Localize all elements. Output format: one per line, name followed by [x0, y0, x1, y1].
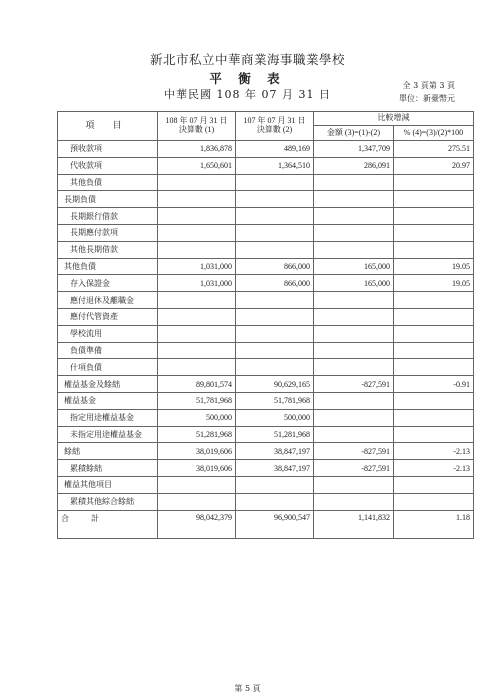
table-body [58, 141, 474, 511]
table-row [58, 376, 474, 393]
row-value-2 [236, 224, 314, 241]
row-value-1 [158, 493, 236, 510]
row-label: 負債準備 [58, 342, 158, 359]
table-row [58, 359, 474, 376]
row-value-1 [158, 208, 236, 225]
row-value-4 [394, 174, 474, 191]
page-number: 第 5 頁 [234, 684, 261, 693]
table-row [58, 460, 474, 477]
row-value-3 [314, 325, 394, 342]
table-row [58, 141, 474, 158]
row-value-2: 1,364,510 [236, 157, 314, 174]
row-value-3: -827,591 [314, 460, 394, 477]
balance-sheet-table [57, 111, 474, 539]
table-row [58, 241, 474, 258]
row-value-2 [236, 174, 314, 191]
row-value-3 [314, 292, 394, 309]
row-value-3: 165,000 [314, 258, 394, 275]
total-value-4: 1.18 [394, 510, 474, 538]
row-label: 長期負債 [58, 191, 158, 208]
total-label: 合 計 [58, 510, 158, 538]
row-value-3 [314, 191, 394, 208]
table-row [58, 392, 474, 409]
table-row [58, 191, 474, 208]
row-value-3 [314, 493, 394, 510]
row-value-4 [394, 426, 474, 443]
row-value-1: 1,836,878 [158, 141, 236, 158]
row-value-4 [394, 493, 474, 510]
table-header [58, 112, 474, 141]
row-value-3 [314, 308, 394, 325]
row-value-4: 20.97 [394, 157, 474, 174]
row-label: 權益基金及餘絀 [58, 376, 158, 393]
table-row [58, 224, 474, 241]
row-value-3 [314, 224, 394, 241]
total-value-3: 1,141,832 [314, 510, 394, 538]
row-value-2 [236, 241, 314, 258]
table-row [58, 443, 474, 460]
row-value-2: 500,000 [236, 409, 314, 426]
row-label: 存入保證金 [58, 275, 158, 292]
row-label: 長期銀行借款 [58, 208, 158, 225]
row-value-3: -827,591 [314, 443, 394, 460]
header-col1 [158, 112, 236, 141]
row-label: 什項負債 [58, 359, 158, 376]
total-value-1: 98,042,379 [158, 510, 236, 538]
row-value-1: 89,801,574 [158, 376, 236, 393]
row-value-2 [236, 342, 314, 359]
table-row [58, 342, 474, 359]
row-label: 其他負債 [58, 174, 158, 191]
row-value-2: 51,281,968 [236, 426, 314, 443]
row-value-1 [158, 308, 236, 325]
row-label: 代收款項 [58, 157, 158, 174]
row-value-1 [158, 241, 236, 258]
row-label: 權益基金 [58, 392, 158, 409]
row-value-1 [158, 292, 236, 309]
row-value-1: 1,031,000 [158, 258, 236, 275]
row-value-1 [158, 325, 236, 342]
row-value-2 [236, 476, 314, 493]
row-value-3 [314, 426, 394, 443]
row-value-4 [394, 325, 474, 342]
page-info: 全 3 頁第 3 頁 [402, 81, 455, 90]
row-value-4: 19.05 [394, 275, 474, 292]
row-value-2 [236, 359, 314, 376]
row-value-4 [394, 208, 474, 225]
row-value-2: 38,847,197 [236, 443, 314, 460]
table-row [58, 174, 474, 191]
row-value-3: 286,091 [314, 157, 394, 174]
table-row [58, 292, 474, 309]
row-value-3 [314, 208, 394, 225]
table-row [58, 409, 474, 426]
row-value-4 [394, 409, 474, 426]
row-label: 餘絀 [58, 443, 158, 460]
header-compare: 比較增減 [314, 112, 474, 126]
row-value-1: 1,650,601 [158, 157, 236, 174]
table-row [58, 275, 474, 292]
row-label: 累積餘絀 [58, 460, 158, 477]
school-name: 新北市私立中華商業海事職業學校 [149, 52, 345, 67]
row-label: 累積其他綜合餘絀 [58, 493, 158, 510]
row-value-3 [314, 241, 394, 258]
row-label: 應付代管資產 [58, 308, 158, 325]
row-value-2: 866,000 [236, 275, 314, 292]
document-title: 平 衡 表 [209, 71, 286, 86]
row-value-1: 1,031,000 [158, 275, 236, 292]
header-col1-date: 108 年 07 月 31 日 [165, 116, 228, 126]
row-value-4 [394, 342, 474, 359]
report-date: 中華民國 108 年 07 月 31 日 [164, 88, 331, 101]
row-value-4: 19.05 [394, 258, 474, 275]
row-value-3 [314, 342, 394, 359]
row-label: 預收款項 [58, 141, 158, 158]
row-value-4 [394, 308, 474, 325]
row-value-1 [158, 224, 236, 241]
row-value-4: 275.51 [394, 141, 474, 158]
table-row [58, 208, 474, 225]
row-value-2 [236, 208, 314, 225]
row-value-2: 38,847,197 [236, 460, 314, 477]
row-label: 其他長期借款 [58, 241, 158, 258]
row-value-3 [314, 392, 394, 409]
currency-unit: 單位：新臺幣元 [399, 94, 455, 103]
header-col1-label: 決算數 (1) [178, 125, 215, 134]
row-value-3: -827,591 [314, 376, 394, 393]
row-value-4 [394, 476, 474, 493]
row-label: 指定用途權益基金 [58, 409, 158, 426]
header-item: 項 目 [58, 112, 158, 141]
row-value-1: 51,281,968 [158, 426, 236, 443]
row-value-4: -2.13 [394, 460, 474, 477]
row-value-1 [158, 342, 236, 359]
row-label: 權益其他項目 [58, 476, 158, 493]
row-value-1 [158, 174, 236, 191]
row-value-1 [158, 191, 236, 208]
row-value-1: 500,000 [158, 409, 236, 426]
header-col4: % (4)=(3)/(2)*100 [394, 126, 474, 141]
row-value-1: 38,019,606 [158, 460, 236, 477]
row-value-3 [314, 174, 394, 191]
table-row [58, 308, 474, 325]
row-value-3: 1,347,709 [314, 141, 394, 158]
row-value-4 [394, 224, 474, 241]
total-row [58, 510, 474, 538]
row-label: 學校流用 [58, 325, 158, 342]
row-value-2 [236, 292, 314, 309]
row-value-3: 165,000 [314, 275, 394, 292]
row-value-2: 51,781,968 [236, 392, 314, 409]
total-value-2: 96,900,547 [236, 510, 314, 538]
row-value-1: 38,019,606 [158, 443, 236, 460]
table-total [58, 510, 474, 538]
row-value-2: 90,629,165 [236, 376, 314, 393]
row-value-1: 51,781,968 [158, 392, 236, 409]
row-value-3 [314, 359, 394, 376]
row-label: 長期應付款項 [58, 224, 158, 241]
row-value-2 [236, 191, 314, 208]
row-value-2: 866,000 [236, 258, 314, 275]
row-value-2: 489,169 [236, 141, 314, 158]
table-row [58, 325, 474, 342]
table-row [58, 476, 474, 493]
row-label: 未指定用途權益基金 [58, 426, 158, 443]
header-col2 [236, 112, 314, 141]
row-value-4: -0.91 [394, 376, 474, 393]
row-label: 應付退休及離職金 [58, 292, 158, 309]
row-value-4 [394, 191, 474, 208]
row-value-2 [236, 493, 314, 510]
table-row [58, 493, 474, 510]
header-col3: 金額 (3)=(1)-(2) [314, 126, 394, 141]
row-value-4 [394, 292, 474, 309]
row-label: 其他負債 [58, 258, 158, 275]
header-col2-date: 107 年 07 月 31 日 [243, 116, 306, 126]
row-value-2 [236, 308, 314, 325]
row-value-4 [394, 359, 474, 376]
row-value-4 [394, 241, 474, 258]
table-row [58, 426, 474, 443]
row-value-1 [158, 476, 236, 493]
row-value-3 [314, 409, 394, 426]
row-value-2 [236, 325, 314, 342]
row-value-3 [314, 476, 394, 493]
header-col2-label: 決算數 (2) [256, 125, 293, 134]
table-row [58, 258, 474, 275]
row-value-1 [158, 359, 236, 376]
table-row [58, 157, 474, 174]
row-value-4 [394, 392, 474, 409]
row-value-4: -2.13 [394, 443, 474, 460]
